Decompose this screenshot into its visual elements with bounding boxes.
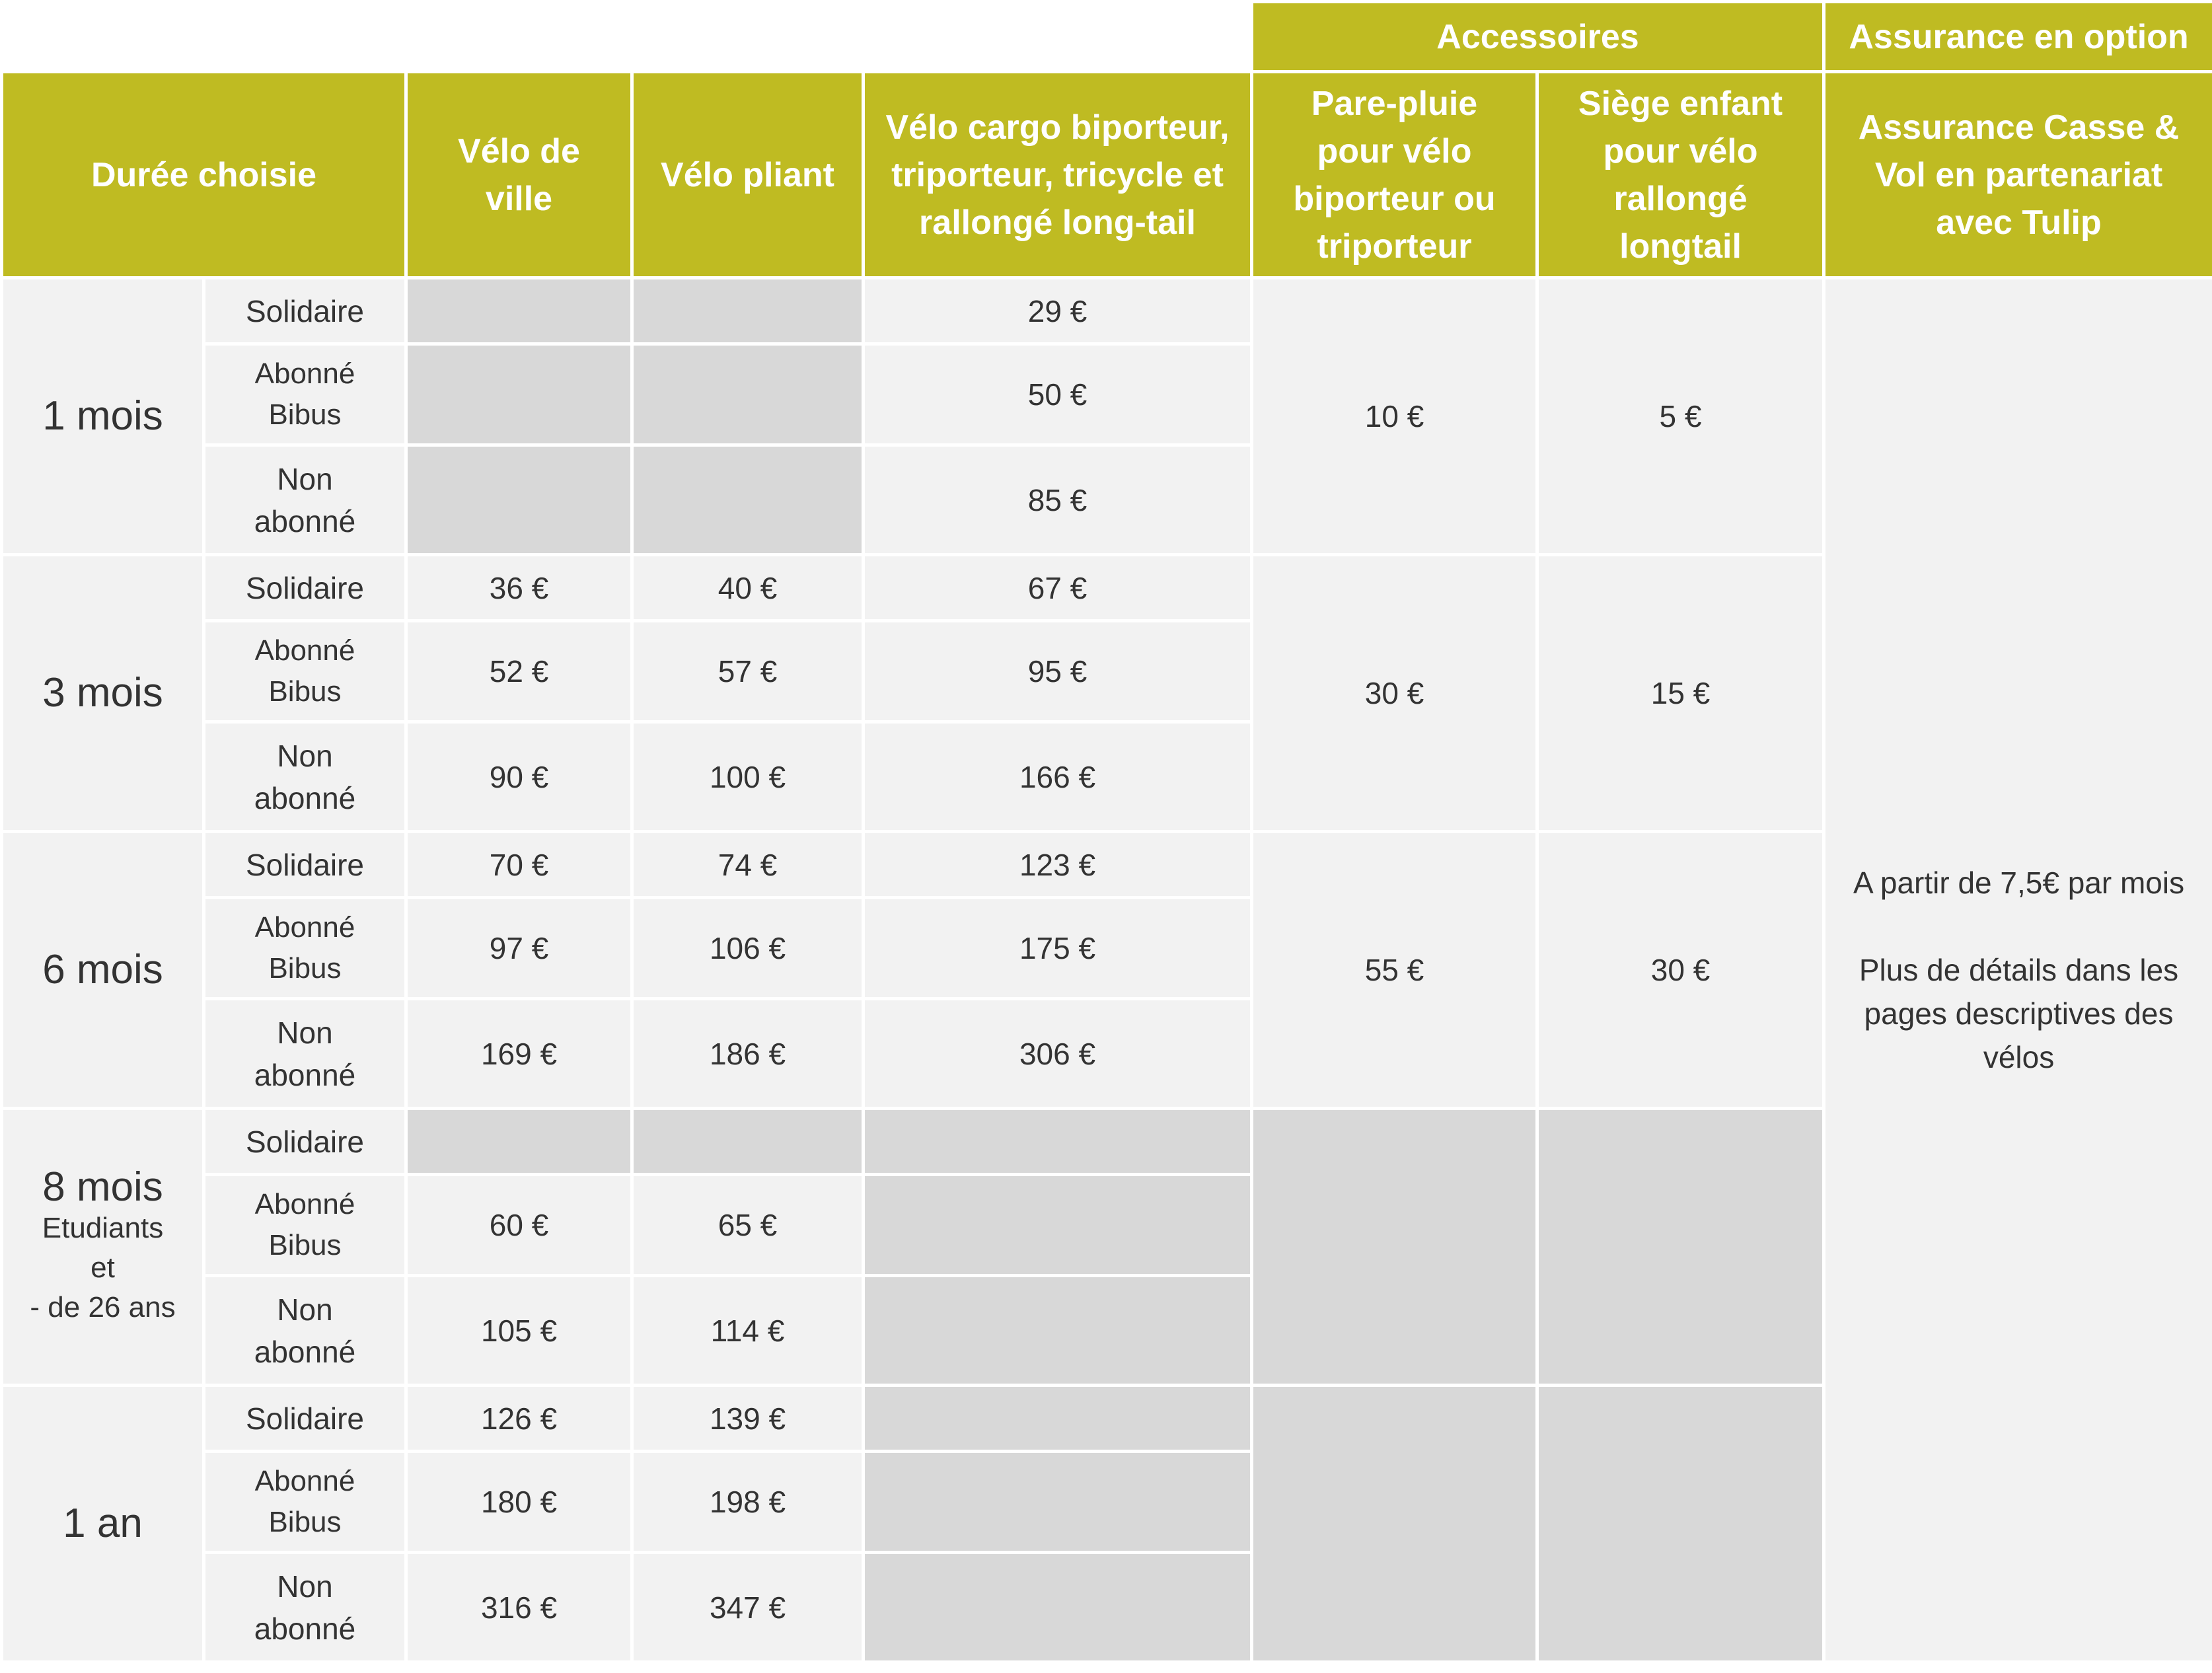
empty-cell	[632, 278, 864, 344]
assurance-line2: Plus de détails dans les pages descriptives des vélos	[1859, 953, 2179, 1074]
empty-cell	[1537, 1386, 1824, 1662]
price-cell: 306 €	[864, 999, 1252, 1109]
pare-pluie-price: 10 €	[1252, 278, 1537, 555]
tier-label: Non abonné	[204, 1553, 406, 1662]
tier-label: Solidaire	[204, 555, 406, 621]
tier-label: Solidaire	[204, 1386, 406, 1452]
top-blank	[2, 2, 1252, 72]
price-cell: 169 €	[406, 999, 632, 1109]
price-cell: 74 €	[632, 832, 864, 898]
empty-cell	[632, 1109, 864, 1175]
empty-cell	[406, 445, 632, 555]
price-cell: 316 €	[406, 1553, 632, 1662]
col-pare-pluie: Pare-pluie pour vélo biporteur ou triporteur	[1252, 72, 1537, 278]
col-assurance-casse: Assurance Casse & Vol en partenariat avec Tulip	[1824, 72, 2212, 278]
price-cell: 114 €	[632, 1276, 864, 1386]
assurance-line1: A partir de 7,5€ par mois	[1853, 866, 2185, 900]
col-velo-pliant: Vélo pliant	[632, 72, 864, 278]
tier-label: Solidaire	[204, 278, 406, 344]
duration-label: 1 mois	[2, 278, 204, 555]
accessoires-header: Accessoires	[1252, 2, 1824, 72]
price-cell: 52 €	[406, 621, 632, 722]
col-siege-enfant: Siège enfant pour vélo rallongé longtail	[1537, 72, 1824, 278]
price-cell: 60 €	[406, 1175, 632, 1276]
duration-sublabel: Etudiants	[42, 1212, 164, 1244]
price-cell: 29 €	[864, 278, 1252, 344]
price-cell: 95 €	[864, 621, 1252, 722]
empty-cell	[1537, 1109, 1824, 1386]
siege-price: 5 €	[1537, 278, 1824, 555]
empty-cell	[864, 1553, 1252, 1662]
empty-cell	[864, 1109, 1252, 1175]
empty-cell	[406, 1109, 632, 1175]
duration-label: 6 mois	[2, 832, 204, 1109]
col-velo-cargo: Vélo cargo biporteur, triporteur, tricycle et rallongé long-tail	[864, 72, 1252, 278]
duration-sublabel: - de 26 ans	[30, 1291, 176, 1323]
price-cell: 166 €	[864, 722, 1252, 832]
duration-label: 8 mois	[42, 1164, 163, 1210]
empty-cell	[406, 344, 632, 445]
col-duree: Durée choisie	[2, 72, 406, 278]
price-cell: 70 €	[406, 832, 632, 898]
duration-sublabel: et	[91, 1251, 115, 1284]
price-cell: 65 €	[632, 1175, 864, 1276]
tier-label: Abonné Bibus	[204, 1175, 406, 1276]
empty-cell	[864, 1386, 1252, 1452]
tier-label: Non abonné	[204, 445, 406, 555]
price-cell: 90 €	[406, 722, 632, 832]
price-cell: 198 €	[632, 1452, 864, 1553]
price-cell: 347 €	[632, 1553, 864, 1662]
pare-pluie-price: 55 €	[1252, 832, 1537, 1109]
price-cell: 186 €	[632, 999, 864, 1109]
price-cell: 67 €	[864, 555, 1252, 621]
empty-cell	[864, 1175, 1252, 1276]
empty-cell	[1252, 1109, 1537, 1386]
price-cell: 50 €	[864, 344, 1252, 445]
tier-label: Solidaire	[204, 1109, 406, 1175]
price-cell: 85 €	[864, 445, 1252, 555]
duration-label: 3 mois	[2, 555, 204, 832]
siege-price: 30 €	[1537, 832, 1824, 1109]
tier-label: Non abonné	[204, 999, 406, 1109]
price-cell: 100 €	[632, 722, 864, 832]
price-cell: 40 €	[632, 555, 864, 621]
empty-cell	[632, 445, 864, 555]
empty-cell	[864, 1276, 1252, 1386]
price-cell: 123 €	[864, 832, 1252, 898]
assurance-info	[1824, 278, 2212, 1662]
empty-cell	[406, 278, 632, 344]
column-header-row	[2, 72, 2212, 278]
siege-price: 15 €	[1537, 555, 1824, 832]
price-cell: 97 €	[406, 898, 632, 999]
top-header-row	[2, 2, 2212, 72]
price-cell: 105 €	[406, 1276, 632, 1386]
tier-label: Non abonné	[204, 722, 406, 832]
price-cell: 139 €	[632, 1386, 864, 1452]
duration-label-8mois	[2, 1109, 204, 1386]
price-cell: 180 €	[406, 1452, 632, 1553]
price-cell: 106 €	[632, 898, 864, 999]
price-cell: 175 €	[864, 898, 1252, 999]
tier-label: Abonné Bibus	[204, 1452, 406, 1553]
assurance-header: Assurance en option	[1824, 2, 2212, 72]
pare-pluie-price: 30 €	[1252, 555, 1537, 832]
price-cell: 36 €	[406, 555, 632, 621]
tier-label: Abonné Bibus	[204, 621, 406, 722]
col-velo-ville: Vélo de ville	[406, 72, 632, 278]
price-cell: 126 €	[406, 1386, 632, 1452]
tier-label: Non abonné	[204, 1276, 406, 1386]
table-row	[2, 278, 2212, 344]
empty-cell	[632, 344, 864, 445]
empty-cell	[1252, 1386, 1537, 1662]
empty-cell	[864, 1452, 1252, 1553]
tier-label: Solidaire	[204, 832, 406, 898]
tier-label: Abonné Bibus	[204, 344, 406, 445]
tier-label: Abonné Bibus	[204, 898, 406, 999]
price-cell: 57 €	[632, 621, 864, 722]
duration-label: 1 an	[2, 1386, 204, 1662]
